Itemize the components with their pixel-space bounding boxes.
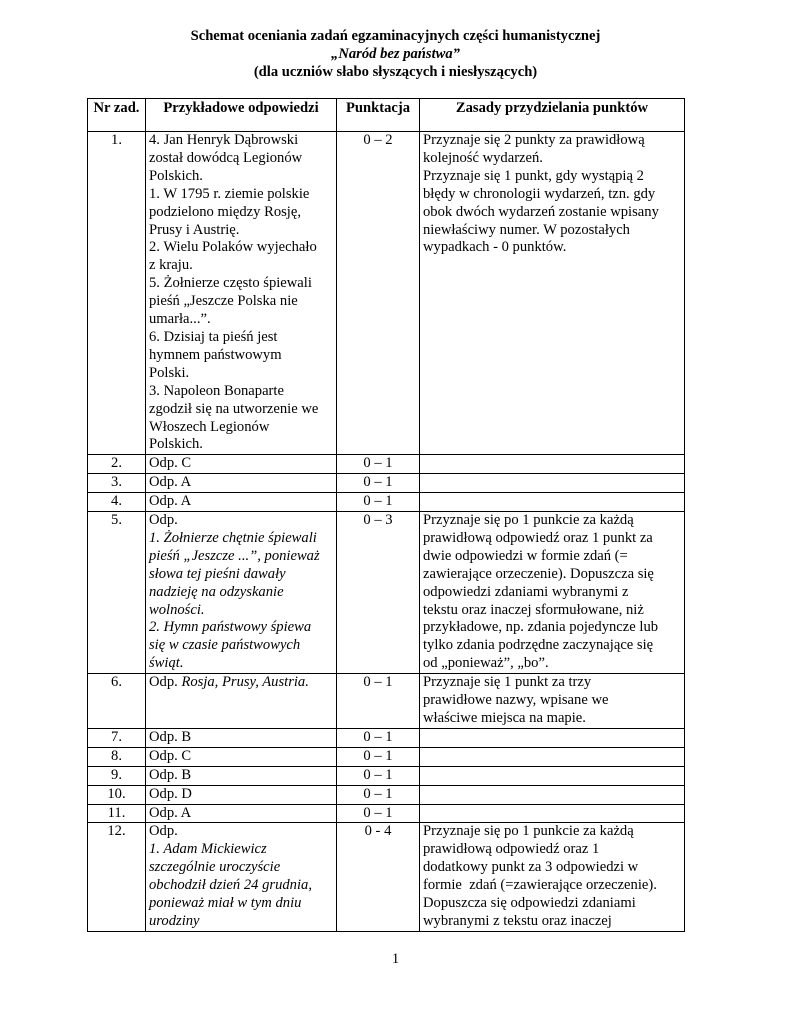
rules-line: dodatkowy punkt za 3 odpowiedzi w [423,859,639,876]
rules-line: dwie odpowiedzi w formie zdań (= [423,547,628,564]
answer-line: Polski. [149,364,190,381]
rules-line: Przyznaje się 2 punkty za prawidłową [423,132,645,148]
table-row [88,766,685,785]
answer-line: pieśń „Jeszcze ...”, ponieważ [149,547,320,564]
rules-line: przykładowe, np. zdania pojedyncze lub [423,619,659,636]
table-row [88,132,685,455]
answer-line: hymnem państwowym [149,346,282,363]
points-cell: 0 – 1 [337,493,420,512]
rules-cell [420,512,685,674]
answer-line: nadzieję na odzyskanie [149,583,284,600]
answer-line: wolności. [149,601,205,618]
answer-cell [146,512,337,674]
rules-line: formie zdań (=zawierające orzeczenie). [423,877,657,894]
rules-cell [420,823,685,931]
rules-line: tylko zdania podrzędne zaczynające się [423,637,654,654]
rules-line: tekstu oraz inaczej sformułowane, niż [423,601,644,618]
points-cell: 0 – 2 [337,132,420,455]
rules-line: Przyznaje się 1 punkt za trzy [423,674,592,691]
grading-table [87,98,685,932]
answer-cell: Odp. B [146,766,337,785]
rules-line: odpowiedzi zdaniami wybranymi z [423,583,629,600]
answer-head: Odp. [149,823,178,840]
answer-cell [146,823,337,931]
answer-cell [146,132,337,455]
rules-line: Przyznaje się 1 punkt, gdy wystąpią 2 [423,167,644,184]
answer-prefix: Odp. [149,674,182,691]
rules-cell [420,785,685,804]
points-cell: 0 – 1 [337,747,420,766]
rules-cell [420,132,685,455]
points-cell: 0 – 1 [337,674,420,729]
points-cell: 0 – 1 [337,766,420,785]
rules-line: prawidłową odpowiedź oraz 1 [423,841,600,858]
table-row [88,804,685,823]
rules-line: kolejność wydarzeń. [423,149,543,166]
answer-line: 6. Dzisiaj ta pieśń jest [149,328,278,345]
rules-line: obok dwóch wydarzeń zostanie wpisany [423,203,659,220]
answer-line: świąt. [149,655,184,672]
rules-cell [420,455,685,474]
rules-line: wypadkach - 0 punktów. [423,239,567,256]
answer-text: Rosja, Prusy, Austria. [181,674,309,691]
task-number: 6. [88,674,146,729]
table-row [88,823,685,931]
answer-line: 2. Wielu Polaków wyjechało [149,239,317,256]
rules-cell [420,747,685,766]
table-row [88,493,685,512]
task-number: 2. [88,455,146,474]
answer-line: Polskich. [149,167,203,184]
answer-line: 1. Adam Mickiewicz [149,841,267,858]
points-cell: 0 – 1 [337,804,420,823]
rules-line: Przyznaje się po 1 punkcie za każdą [423,512,634,529]
column-header-rules: Zasady przydzielania punktów [420,99,685,132]
rules-line: od „ponieważ”, „bo”. [423,655,549,672]
answer-cell: Odp. C [146,747,337,766]
answer-line: z kraju. [149,257,193,274]
points-cell: 0 - 4 [337,823,420,931]
answer-cell: Odp. A [146,493,337,512]
answer-line: Polskich. [149,436,203,453]
document-title: Schemat oceniania zadań egzaminacyjnych części humanistycznej [190,28,601,44]
answer-cell: Odp. D [146,785,337,804]
answer-line: szczególnie uroczyście [149,859,281,876]
answer-line: 3. Napoleon Bonaparte [149,382,284,399]
table-row [88,474,685,493]
answer-line: podzielono między Rosję, [149,203,301,220]
answer-cell [146,674,337,729]
rules-line: niewłaściwy numer. W pozostałych [423,221,630,238]
rules-cell [420,728,685,747]
answer-line: umarła...”. [149,311,211,328]
document-audience: (dla uczniów słabo słyszących i niesłyszących) [253,64,538,80]
points-cell: 0 – 1 [337,785,420,804]
column-header-nr: Nr zad. [88,99,146,132]
answer-cell: Odp. C [146,455,337,474]
table-row [88,785,685,804]
answer-line: urodziny [149,912,200,929]
rules-cell [420,804,685,823]
task-number: 1. [88,132,146,455]
table-row [88,728,685,747]
rules-line: Przyznaje się po 1 punkcie za każdą [423,823,634,840]
points-cell: 0 – 1 [337,455,420,474]
points-cell: 0 – 1 [337,474,420,493]
answer-line: został dowódcą Legionów [149,149,303,166]
answer-line: 1. W 1795 r. ziemie polskie [149,185,310,202]
task-number: 8. [88,747,146,766]
answer-line: słowa tej pieśni dawały [149,565,286,582]
rules-cell [420,674,685,729]
answer-line: obchodził dzień 24 grudnia, [149,877,312,894]
document-subtitle: „Naród bez państwa” [331,46,460,62]
answer-line: pieśń „Jeszcze Polska nie [149,293,298,310]
answer-line: 5. Żołnierze często śpiewali [149,275,312,292]
task-number: 11. [88,804,146,823]
answer-head: Odp. [149,512,178,529]
answer-line: ponieważ miał w tym dniu [149,895,302,912]
rules-line: błędy w chronologii wydarzeń, tzn. gdy [423,185,656,202]
answer-line: Włoszech Legionów [149,418,270,435]
table-row [88,747,685,766]
table-header-row [88,99,685,132]
answer-cell: Odp. A [146,474,337,493]
column-header-answers: Przykładowe odpowiedzi [146,99,337,132]
rules-cell [420,766,685,785]
answer-cell: Odp. B [146,728,337,747]
task-number: 10. [88,785,146,804]
task-number: 4. [88,493,146,512]
task-number: 5. [88,512,146,674]
task-number: 12. [88,823,146,931]
task-number: 9. [88,766,146,785]
answer-line: się w czasie państwowych [149,637,301,654]
points-cell: 0 – 1 [337,728,420,747]
answer-line: 2. Hymn państwowy śpiewa [149,619,312,636]
rules-line: właściwe miejsca na mapie. [423,710,586,726]
document-header [0,27,791,81]
rules-line: Dopuszcza się odpowiedzi zdaniami [423,895,636,912]
task-number: 7. [88,728,146,747]
rules-line: prawidłową odpowiedź oraz 1 punkt za [423,529,653,546]
answer-cell: Odp. A [146,804,337,823]
answer-line: 4. Jan Henryk Dąbrowski [149,132,299,148]
rules-cell [420,474,685,493]
answer-line: Prusy i Austrię. [149,221,240,238]
page-number: 1 [391,951,400,967]
rules-line: prawidłowe nazwy, wpisane we [423,692,609,709]
rules-line: wybranymi z tekstu oraz inaczej [423,912,612,929]
column-header-points: Punktacja [337,99,420,132]
points-cell: 0 – 3 [337,512,420,674]
rules-line: zawierające orzeczenie). Dopuszcza się [423,565,654,582]
rules-cell [420,493,685,512]
answer-line: 1. Żołnierze chętnie śpiewali [149,529,317,546]
table-row [88,455,685,474]
table-row [88,674,685,729]
task-number: 3. [88,474,146,493]
answer-line: zgodził się na utworzenie we [149,400,319,417]
table-row [88,512,685,674]
